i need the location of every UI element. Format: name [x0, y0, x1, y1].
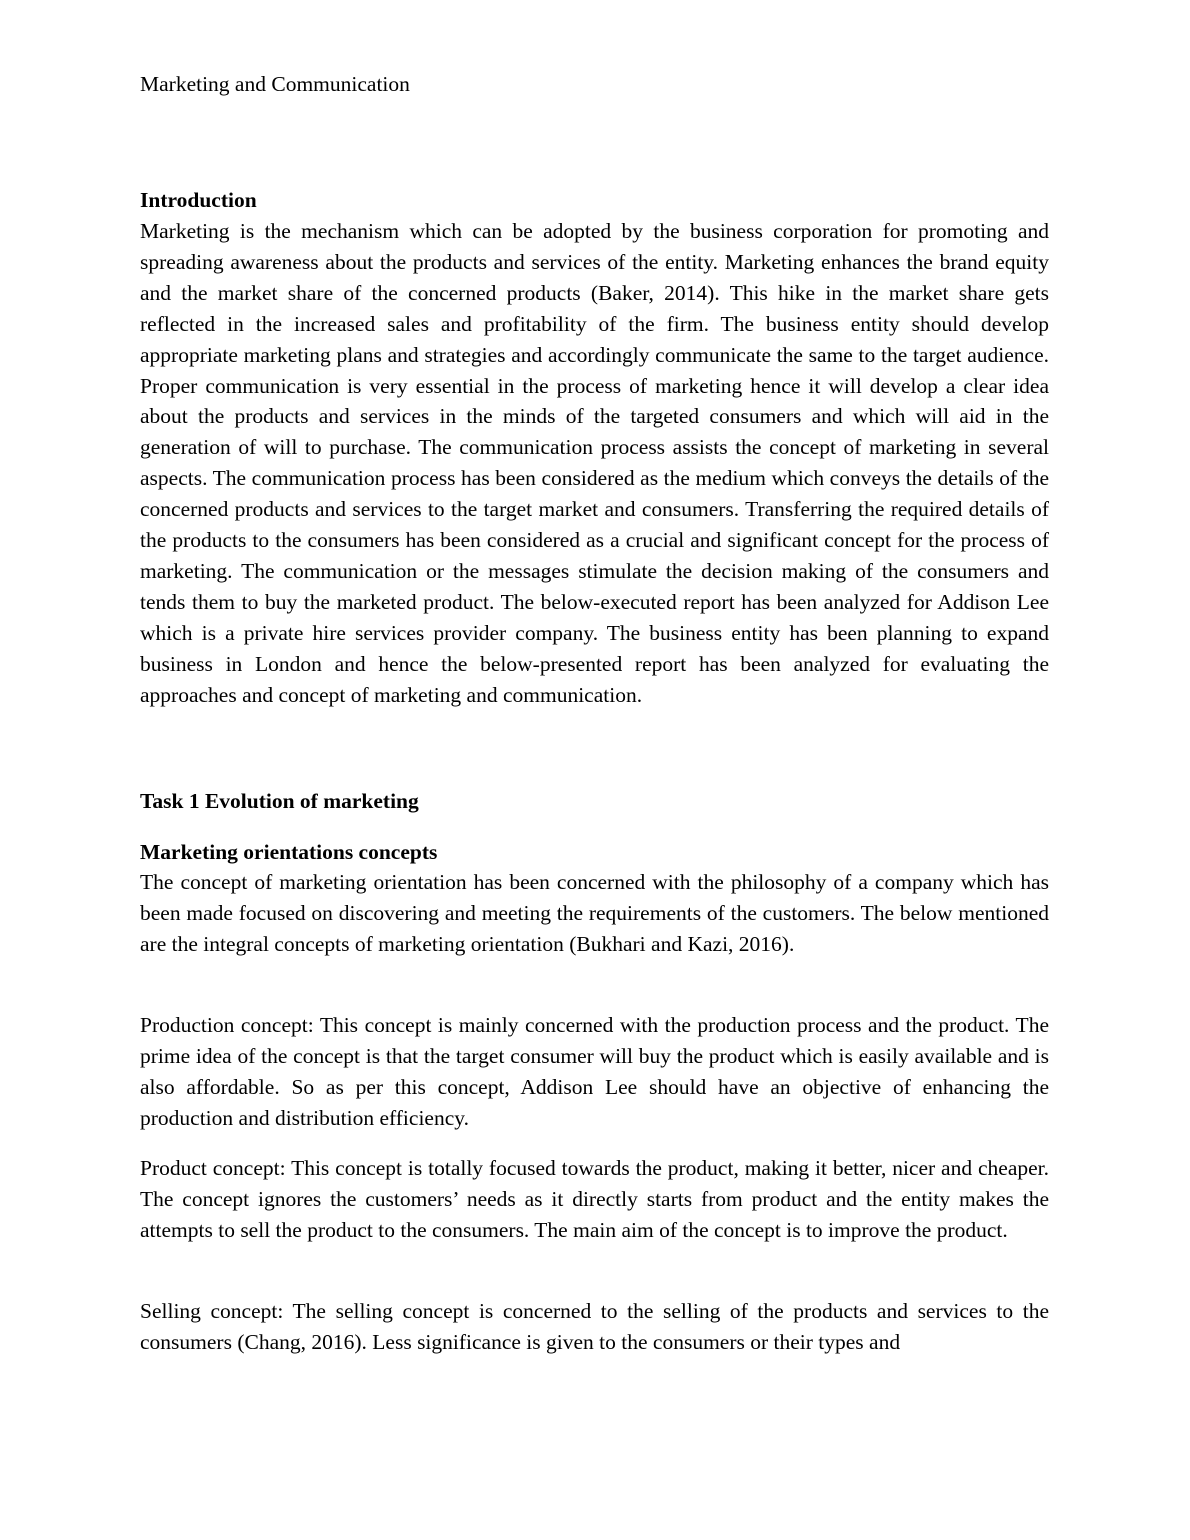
production-concept-paragraph: Production concept: This concept is mainly concerned with the production process and the product. The prime idea of the concept is that the target consumer will buy the product which is easily available and is also affordable. So as per this concept, Addison Lee should have an objective of enhancing the production and distribution efficiency.	[140, 1013, 1049, 1130]
marketing-orientations-paragraph: The concept of marketing orientation has been concerned with the philosophy of a company which has been made focused on discovering and meeting the requirements of the customers. The below mentioned are the integral concepts of marketing orientation (Bukhari and Kazi, 2016).	[140, 870, 1049, 956]
document-header-title: Marketing and Communication	[140, 72, 410, 96]
task1-heading: Task 1 Evolution of marketing	[140, 789, 419, 813]
introduction-heading: Introduction	[140, 188, 257, 212]
selling-concept-paragraph: Selling concept: The selling concept is concerned to the selling of the products and services to the consumers (Chang, 2016). Less significance is given to the consumers or their types and	[140, 1299, 1049, 1354]
product-concept-paragraph: Product concept: This concept is totally focused towards the product, making it better, nicer and cheaper. The concept ignores the customers’ needs as it directly starts from product and the entity makes the attempts to sell the product to the consumers. The main aim of the concept is to improve the product.	[140, 1156, 1049, 1242]
marketing-orientations-heading: Marketing orientations concepts	[140, 840, 438, 864]
introduction-paragraph: Marketing is the mechanism which can be adopted by the business corporation for promoting and spreading awareness about the products and services of the entity. Marketing enhances the brand equity and the market share of the concerned products (Baker, 2014). This hike in the market share gets reflected in the increased sales and profitability of the firm. The business entity should develop appropriate marketing plans and strategies and accordingly communicate the same to the target audience. Proper communication is very essential in the process of marketing hence it will develop a clear idea about the products and services in the minds of the targeted consumers and which will aid in the generation of will to purchase. The communication process assists the concept of marketing in several aspects. The communication process has been considered as the medium which conveys the details of the concerned products and services to the target market and consumers. Transferring the required details of the products to the consumers has been considered as a crucial and significant concept for the process of marketing. The communication or the messages stimulate the decision making of the consumers and tends them to buy the marketed product. The below-executed report has been analyzed for Addison Lee which is a private hire services provider company. The business entity has been planning to expand business in London and hence the below-presented report has been analyzed for evaluating the approaches and concept of marketing and communication.	[140, 219, 1049, 707]
